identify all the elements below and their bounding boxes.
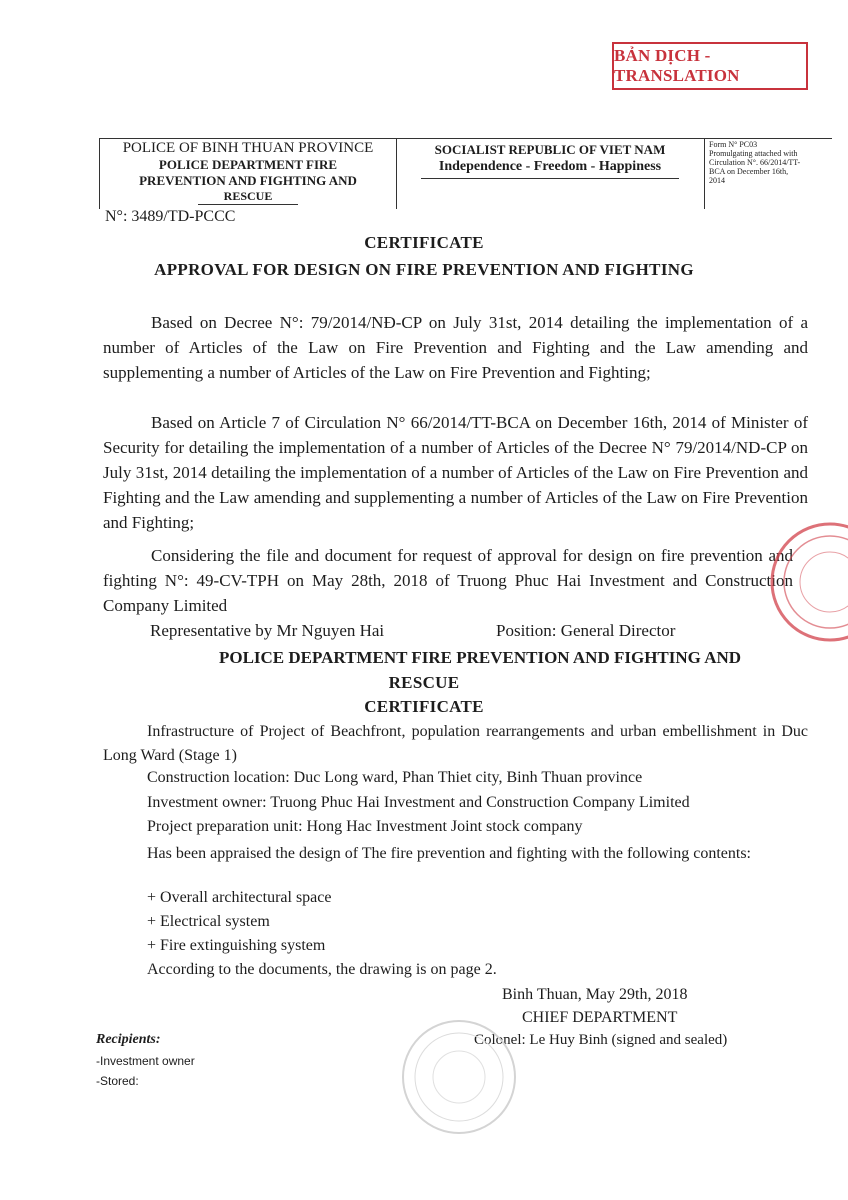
document-number: N°: 3489/TD-PCCC xyxy=(105,208,236,225)
certificate-heading: CERTIFICATE xyxy=(364,697,484,716)
faint-seal-icon xyxy=(400,1018,518,1136)
red-seal-icon xyxy=(752,520,848,650)
recipient-investment-owner: -Investment owner xyxy=(96,1054,195,1068)
paragraph-circulation: Based on Article 7 of Circulation N° 66/2014/TT-BCA on December 16th, 2014 of Minister of Security for detailing the implementation of a number of Articles of the Decree N° 79/2014/ND-CP on July 31st, 2014 detailing the implementation of a number of Articles of the Law on Fire Prevention and Fighting and the Law amending and supplementing a number of Articles of the Law on Fire Prevention and Fighting; xyxy=(103,413,808,532)
authority-line-1: POLICE OF BINH THUAN PROVINCE xyxy=(122,140,374,156)
list-item-electrical: + Electrical system xyxy=(147,913,270,930)
authority-line-2: POLICE DEPARTMENT FIRE xyxy=(158,157,338,172)
list-item-architecture: + Overall architectural space xyxy=(147,889,332,906)
nation-line: SOCIALIST REPUBLIC OF VIET NAM xyxy=(434,142,666,157)
signature-date: Binh Thuan, May 29th, 2018 xyxy=(502,986,688,1003)
paragraph-considering: Considering the file and document for request of approval for design on fire prevention and fighting N°: 49-CV-TPH on May 28th, 2018 of Truong Phuc Hai Investment and Construction Company Limited xyxy=(103,546,793,615)
form-line-1: Form N° PC03 xyxy=(709,140,758,149)
representative: Representative by Mr Nguyen Hai xyxy=(150,621,385,640)
form-reference xyxy=(709,140,829,185)
according-line: According to the documents, the drawing is on page 2. xyxy=(147,961,497,978)
construction-location: Construction location: Duc Long ward, Phan Thiet city, Binh Thuan province xyxy=(147,769,643,786)
motto-line: Independence - Freedom - Happiness xyxy=(438,159,662,174)
department-heading-rescue: RESCUE xyxy=(388,673,460,692)
form-line-3: Circulation N°. 66/2014/TT- xyxy=(709,158,801,167)
form-line-2: Promulgating attached with xyxy=(709,149,798,158)
position: Position: General Director xyxy=(496,621,676,640)
infrastructure-line: Infrastructure of Project of Beachfront, population rearrangements and urban embellishment in Duc Long Ward (Stage 1) xyxy=(103,723,808,764)
issuing-authority xyxy=(103,140,393,203)
translation-stamp xyxy=(612,42,808,90)
appraised-line: Has been appraised the design of The fire prevention and fighting with the following contents: xyxy=(147,845,751,862)
signature-title: CHIEF DEPARTMENT xyxy=(522,1009,678,1026)
translation-stamp-text: BẢN DỊCH - TRANSLATION xyxy=(614,46,740,85)
list-item-extinguishing: + Fire extinguishing system xyxy=(147,937,326,954)
form-line-4: BCA on December 16th, xyxy=(709,167,789,176)
recipient-stored: -Stored: xyxy=(96,1074,139,1088)
authority-line-4: RESCUE xyxy=(223,189,273,203)
department-heading: POLICE DEPARTMENT FIRE PREVENTION AND FIGHTING AND xyxy=(218,648,742,667)
paragraph-decree: Based on Decree N°: 79/2014/NĐ-CP on July 31st, 2014 detailing the implementation of a number of Articles of the Law on Fire Prevention and Fighting and the Law amending and supplementing a number of Articles of the Law on Fire Prevention and Fighting; xyxy=(103,313,808,382)
certificate-subtitle: APPROVAL FOR DESIGN ON FIRE PREVENTION AND FIGHTING xyxy=(154,260,694,279)
project-preparation-unit: Project preparation unit: Hong Hac Investment Joint stock company xyxy=(147,818,583,835)
form-line-5: 2014 xyxy=(709,176,725,185)
signature-name: Colonel: Le Huy Binh (signed and sealed) xyxy=(474,1032,728,1048)
certificate-title: CERTIFICATE xyxy=(364,233,484,252)
recipients-label: Recipients: xyxy=(96,1032,161,1047)
national-title xyxy=(399,141,701,176)
investment-owner: Investment owner: Truong Phuc Hai Investment and Construction Company Limited xyxy=(147,794,690,811)
authority-line-3: PREVENTION AND FIGHTING AND xyxy=(139,173,357,188)
document-header xyxy=(99,138,832,209)
